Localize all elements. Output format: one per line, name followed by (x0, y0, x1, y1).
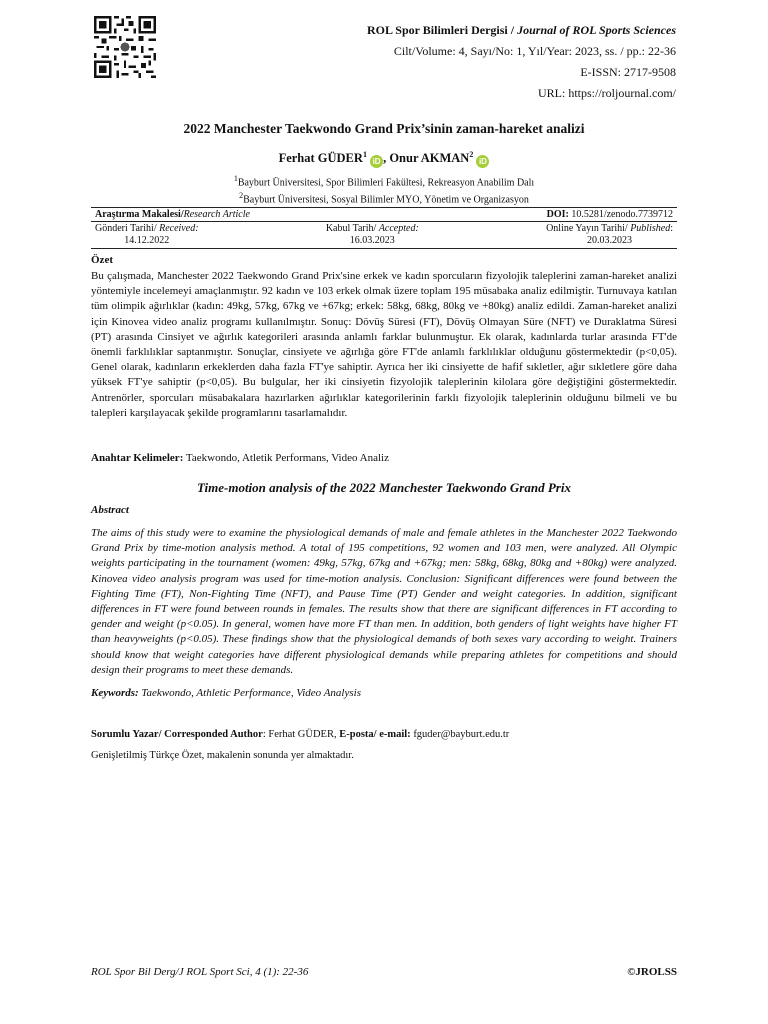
issn-line: E-ISSN: 2717-9508 (580, 65, 676, 79)
corresponding-author-name: : Ferhat GÜDER, (262, 729, 340, 740)
accepted-label-en: Accepted: (378, 223, 419, 234)
qr-code-icon (94, 16, 156, 78)
affiliations (0, 172, 768, 207)
journal-name-separator: / (507, 23, 518, 37)
journal-name-tr: ROL Spor Bilimleri Dergisi (366, 23, 508, 37)
ozet-body: Bu çalışmada, Manchester 2022 Taekwondo Grand Prix'sine erkek ve kadın sporcuların fizyolojik taleplerini zaman-hareket analizi yöntemiyle incelemeyi amaçlanmıştır. 92 kadın ve 103 erkek olmak üzere toplam 195 müsabaka analiz edilmiştir. Turnuvaya katılan tüm olimpik ağırlıklar (kadın: 49kg, 57kg, 67kg ve +67kg; erkek: 58kg, 68kg, 80kg ve +80kg) analiz edildi. Zaman-hareket analizi için Kinovea video analiz programı kullanılmıştır. Sonuç: Dövüş Süresi (FT), Dövüş Olmayan Süre (NFT) ve Duraklatma Süresi (PT) arasında Cinsiyet ve ağırlık kategorileri arasında anlamlı farklar bulunmuştur. Ek olarak, kadınlarda turlar arasında FT'de önemli farklılıklar saptanmıştır. Sonuçlar, cinsiyete ve ağırlığa göre FT'de anlamlı farklılıklar olduğunu göstermektedir (p<0,05). Genel olarak, kadınların erkeklerden daha fazla FT'ye sahiptir. Ayrıca her iki cinsiyette de hafif sıkletler, ağır sıkletlere göre daha yüksek FT'ye sahiptir (p<0,05). Bu bulgular, her iki cinsiyetin fizyolojik taleplerinin kilolara göre değiştiğini göstermektedir. Antrenörler, sporcuları müsabakalara hazırlarken ağırlıklar kategorilerinin farklı fizyolojik taleplerinin olduğunu bilmeli ve bu talepleri karşılayacak şekilde programlarını tasarlamalıdır. (91, 270, 677, 419)
affiliation-1-marker: 1 (233, 174, 238, 183)
email-label: E-posta/ e-mail: (339, 729, 411, 740)
keywords-tr (91, 451, 677, 466)
orcid-icon[interactable]: iD (476, 155, 489, 168)
published-value: 20.03.2023 (587, 235, 633, 246)
abstract-body: The aims of this study were to examine the physiological demands of male and female athletes in the Manchester 2022 Taekwondo Grand Prix by time-motion analysis method. A total of 195 competitions, 92 women and 103 men, were analyzed. All Olympic weights participating in the tournament (women: 49kg, 57kg, 67kg and +67kg; men: 58kg, 68kg, 80kg and +80kg) were analyzed. Kinovea video analysis program was used for time-motion analysis. Conclusion: Significant differences were found between the Fighting Time (FT), Non-Fighting Time (NFT), and Pause Time (PT) Gender and weight categories. In addition, significant differences in FT were found between rounds in females. The results show that there are significant differences in FT according to gender and weight (p<0.05). In general, women have more FT than men. In addition, both genders of light weights have higher FT than heavyweights (p<0.05). These findings show that the physiological demands of both sexes vary according to weight. Trainers should know that weight categories have different physiological demands while preparing athletes for competitions and should design their programs to meet these demands. (91, 527, 677, 676)
meta-type-row (91, 207, 677, 222)
article-meta-table (91, 207, 677, 249)
corresponding-author-label: Sorumlu Yazar/ Corresponded Author (91, 729, 263, 740)
extended-summary-note: Genişletilmiş Türkçe Özet, makalenin sonunda yer almaktadır. (91, 750, 354, 761)
doi[interactable] (547, 209, 673, 220)
url-line[interactable]: URL: https://roljournal.com/ (538, 86, 676, 100)
volume-line: Cilt/Volume: 4, Sayı/No: 1, Yıl/Year: 2023, ss. / pp.: 22-36 (393, 44, 676, 58)
doi-label: DOI: (546, 209, 569, 220)
article-type-tr: Araştırma Makalesi/ (95, 209, 184, 220)
affiliation-1 (0, 172, 768, 189)
affiliation-2-marker: 2 (239, 191, 244, 201)
keywords-en-label: Keywords: (91, 687, 139, 699)
author-1-affil-ref: 1 (362, 150, 367, 159)
email-value[interactable]: fguder@bayburt.edu.tr (410, 729, 510, 740)
published-label-colon: : (670, 223, 673, 234)
meta-dates-row (91, 222, 677, 249)
article-title: 2022 Manchester Taekwondo Grand Prix’sinin zaman-hareket analizi (183, 121, 585, 136)
published-label: Online Yayın Tarihi/ (546, 223, 631, 234)
abstract-heading: Abstract (91, 504, 129, 516)
author-1-name: Ferhat GÜDER (278, 151, 363, 166)
accepted-label: Kabul Tarih/ (325, 223, 379, 234)
keywords-tr-value: Taekwondo, Atletik Performans, Video Analiz (183, 452, 389, 464)
published-date (546, 223, 673, 247)
journal-name-en: Journal of ROL Sports Sciences (517, 23, 676, 37)
journal-name-line (367, 20, 676, 41)
affiliation-2-text: Bayburt Üniversitesi, Sosyal Bilimler MYO, Yönetim ve Organizasyon (243, 194, 529, 206)
received-label: Gönderi Tarihi/ (95, 223, 160, 234)
orcid-icon[interactable]: iD (370, 155, 383, 168)
affiliation-1-text: Bayburt Üniversitesi, Spor Bilimleri Fakültesi, Rekreasyon Anabilim Dalı (237, 177, 535, 189)
author-2-affil-ref: 2 (469, 150, 474, 159)
keywords-en (91, 686, 677, 701)
footer-citation: ROL Spor Bil Derg/J ROL Sport Sci, 4 (1): 22-36 (91, 966, 309, 978)
corresponding-author (91, 727, 677, 742)
keywords-en-value: Taekwondo, Athletic Performance, Video Analysis (138, 687, 361, 699)
accepted-date (326, 223, 419, 247)
author-separator: , (383, 151, 390, 166)
english-title: Time-motion analysis of the 2022 Manchester Taekwondo Grand Prix (197, 480, 571, 495)
published-label-en: Published (630, 223, 671, 234)
doi-value: 10.5281/zenodo.7739712 (568, 209, 673, 220)
ozet-heading: Özet (91, 254, 113, 266)
footer-copyright: ©JROLSS (627, 966, 677, 978)
affiliation-2 (0, 189, 768, 206)
author-line (0, 150, 768, 168)
accepted-value: 16.03.2023 (349, 235, 395, 246)
article-type (95, 209, 250, 220)
author-2-name: Onur AKMAN (389, 151, 470, 166)
article-type-en: Research Article (183, 209, 250, 220)
received-value: 14.12.2022 (124, 235, 170, 246)
journal-header (367, 20, 676, 104)
keywords-tr-label: Anahtar Kelimeler: (91, 452, 184, 464)
received-date (95, 223, 199, 247)
received-label-en: Received: (159, 223, 199, 234)
